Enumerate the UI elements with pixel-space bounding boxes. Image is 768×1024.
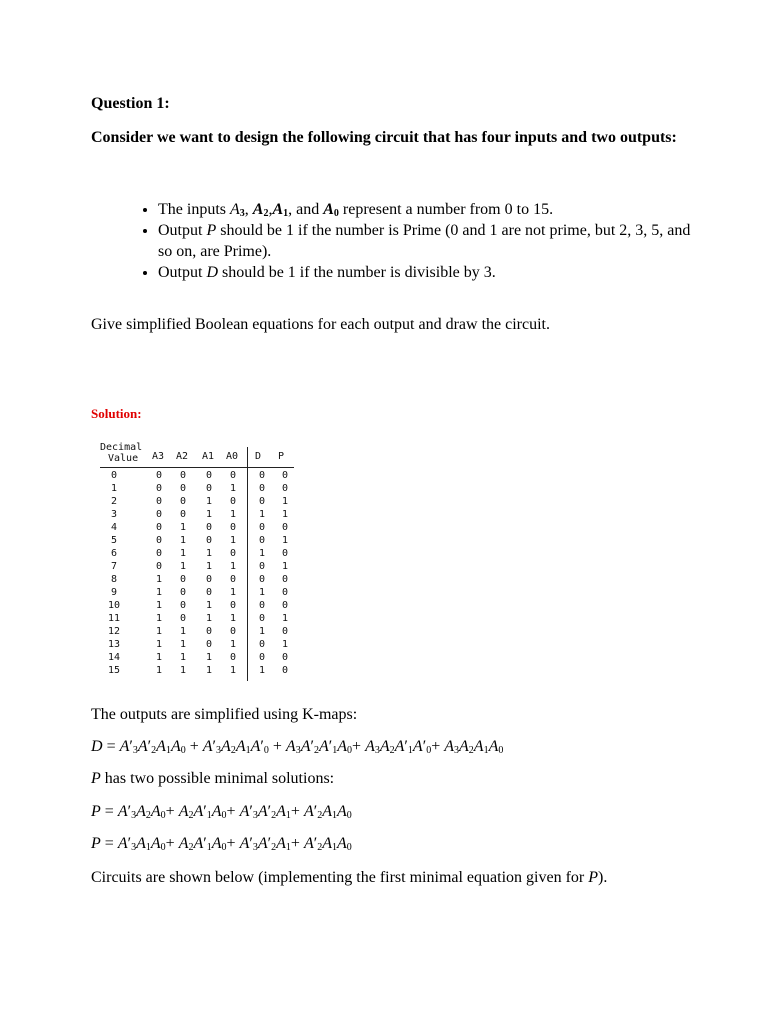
- d-cell: 0: [258, 496, 266, 507]
- sep: , and: [288, 201, 324, 218]
- a1-cell: 0: [205, 626, 213, 637]
- a1-cell: 0: [205, 522, 213, 533]
- a0-cell: 1: [229, 665, 237, 676]
- decimal-cell: 15: [107, 665, 121, 676]
- p-cell: 1: [281, 496, 289, 507]
- bullet-text: Output: [158, 264, 207, 281]
- bullet-text: should be 1 if the number is Prime (0 and 1 are not prime, but 2, 3, 5, and so on, are Prime).: [158, 222, 691, 260]
- header-a3: A3: [152, 451, 165, 462]
- a1-cell: 0: [205, 483, 213, 494]
- d-cell: 1: [258, 626, 266, 637]
- a0-cell: 1: [229, 613, 237, 624]
- d-cell: 0: [258, 561, 266, 572]
- list-item-inputs: [158, 199, 698, 220]
- var-d: D: [206, 264, 219, 281]
- p-cell: 0: [281, 548, 289, 559]
- decimal-cell: 12: [107, 626, 121, 637]
- equation-p1: $P = A'_3A_2A_0+ A_2A'_1A_0+ A'_3A'_2A_1+ A'_2A_1A_0$: [91, 803, 352, 821]
- a2-cell: 1: [179, 626, 187, 637]
- p-cell: 1: [281, 613, 289, 624]
- p-cell: 0: [281, 587, 289, 598]
- d-cell: 0: [258, 639, 266, 650]
- a1-cell: 0: [205, 639, 213, 650]
- a2-cell: 0: [179, 496, 187, 507]
- a3-cell: 1: [155, 639, 163, 650]
- d-cell: 0: [258, 535, 266, 546]
- a0-cell: 0: [229, 522, 237, 533]
- var-a3: A: [230, 201, 240, 218]
- p-cell: 0: [281, 483, 289, 494]
- decimal-cell: 5: [110, 535, 118, 546]
- p-cell: 0: [281, 470, 289, 481]
- p-solutions-text: [91, 770, 334, 788]
- p-cell: 1: [281, 509, 289, 520]
- d-cell: 1: [258, 587, 266, 598]
- a2-cell: 0: [179, 574, 187, 585]
- list-item-divisible: [158, 262, 698, 283]
- var-a2: A: [252, 201, 264, 218]
- decimal-cell: 13: [107, 639, 121, 650]
- a0-cell: 0: [229, 652, 237, 663]
- a1-cell: 1: [205, 613, 213, 624]
- a3-cell: 0: [155, 483, 163, 494]
- var-a1: A: [272, 201, 284, 218]
- decimal-cell: 11: [107, 613, 121, 624]
- a1-cell: 0: [205, 587, 213, 598]
- decimal-cell: 1: [110, 483, 118, 494]
- a0-cell: 0: [229, 574, 237, 585]
- a1-cell: 1: [205, 665, 213, 676]
- a2-cell: 0: [179, 600, 187, 611]
- circuits-text-pre: Circuits are shown below (implementing the first minimal equation given for: [91, 869, 589, 886]
- requirements-list: [132, 199, 698, 283]
- p-cell: 0: [281, 665, 289, 676]
- decimal-cell: 7: [110, 561, 118, 572]
- d-cell: 0: [258, 600, 266, 611]
- question-title: Question 1:: [91, 95, 170, 112]
- p-cell: 0: [281, 522, 289, 533]
- d-cell: 0: [258, 483, 266, 494]
- decimal-cell: 0: [110, 470, 118, 481]
- list-item-prime: [158, 220, 698, 262]
- bullet-text: The inputs: [158, 201, 230, 218]
- a0-cell: 1: [229, 587, 237, 598]
- a2-cell: 1: [179, 665, 187, 676]
- a0-cell: 1: [229, 483, 237, 494]
- sub-0: 0: [333, 208, 339, 219]
- a0-cell: 0: [229, 548, 237, 559]
- a1-cell: 1: [205, 561, 213, 572]
- a3-cell: 0: [155, 522, 163, 533]
- a2-cell: 1: [179, 535, 187, 546]
- a2-cell: 0: [179, 483, 187, 494]
- a2-cell: 0: [179, 587, 187, 598]
- a1-cell: 1: [205, 600, 213, 611]
- d-cell: 1: [258, 665, 266, 676]
- decimal-cell: 6: [110, 548, 118, 559]
- d-cell: 1: [258, 509, 266, 520]
- a0-cell: 0: [229, 470, 237, 481]
- circuits-text-post: ).: [598, 869, 608, 886]
- a1-cell: 1: [205, 509, 213, 520]
- a2-cell: 0: [179, 613, 187, 624]
- decimal-cell: 14: [107, 652, 121, 663]
- a0-cell: 1: [229, 639, 237, 650]
- a0-cell: 0: [229, 496, 237, 507]
- sub-3: 3: [239, 208, 245, 219]
- a1-cell: 0: [205, 535, 213, 546]
- a2-cell: 1: [179, 652, 187, 663]
- a2-cell: 1: [179, 639, 187, 650]
- bullet-text: represent a number from 0 to 15.: [338, 201, 554, 218]
- header-value: Value: [108, 453, 139, 464]
- sub-1: 1: [283, 208, 289, 219]
- var-a0: A: [323, 201, 334, 218]
- d-cell: 1: [258, 548, 266, 559]
- a3-cell: 1: [155, 600, 163, 611]
- kmap-text: The outputs are simplified using K-maps:: [91, 706, 358, 723]
- a1-cell: 0: [205, 470, 213, 481]
- decimal-cell: 4: [110, 522, 118, 533]
- decimal-cell: 3: [110, 509, 118, 520]
- a3-cell: 1: [155, 574, 163, 585]
- p-cell: 1: [281, 561, 289, 572]
- question-intro: Consider we want to design the following circuit that has four inputs and two outputs:: [91, 129, 677, 146]
- header-a0: A0: [226, 451, 239, 462]
- var-p: P: [206, 222, 217, 239]
- a3-cell: 1: [155, 587, 163, 598]
- a0-cell: 1: [229, 535, 237, 546]
- a1-cell: 1: [205, 548, 213, 559]
- a3-cell: 0: [155, 535, 163, 546]
- d-cell: 0: [258, 470, 266, 481]
- decimal-cell: 10: [107, 600, 121, 611]
- p-cell: 1: [281, 639, 289, 650]
- a3-cell: 0: [155, 496, 163, 507]
- a2-cell: 1: [179, 548, 187, 559]
- a1-cell: 1: [205, 652, 213, 663]
- circuits-text: [91, 869, 607, 887]
- var-p: P: [588, 869, 599, 886]
- a2-cell: 0: [179, 509, 187, 520]
- p-cell: 1: [281, 535, 289, 546]
- a2-cell: 1: [179, 561, 187, 572]
- header-d: D: [255, 451, 262, 462]
- a3-cell: 1: [155, 626, 163, 637]
- a2-cell: 0: [179, 470, 187, 481]
- p-cell: 0: [281, 626, 289, 637]
- d-cell: 0: [258, 652, 266, 663]
- sub-2: 2: [263, 208, 269, 219]
- table-header-rule: [100, 467, 294, 468]
- d-cell: 0: [258, 574, 266, 585]
- equation-p2: $P = A'_3A_1A_0+ A_2A'_1A_0+ A'_3A'_2A_1+ A'_2A_1A_0$: [91, 835, 352, 853]
- header-a1: A1: [202, 451, 215, 462]
- a0-cell: 0: [229, 626, 237, 637]
- a1-cell: 0: [205, 574, 213, 585]
- a0-cell: 1: [229, 561, 237, 572]
- d-cell: 0: [258, 613, 266, 624]
- a1-cell: 1: [205, 496, 213, 507]
- a3-cell: 1: [155, 652, 163, 663]
- p-cell: 0: [281, 652, 289, 663]
- var-p: P: [91, 770, 101, 787]
- decimal-cell: 2: [110, 496, 118, 507]
- a0-cell: 1: [229, 509, 237, 520]
- a2-cell: 1: [179, 522, 187, 533]
- instruction-text: Give simplified Boolean equations for each output and draw the circuit.: [91, 316, 550, 333]
- header-decimal: Decimal: [100, 442, 143, 453]
- header-a2: A2: [176, 451, 189, 462]
- a3-cell: 0: [155, 548, 163, 559]
- decimal-cell: 8: [110, 574, 118, 585]
- a3-cell: 0: [155, 470, 163, 481]
- decimal-cell: 9: [110, 587, 118, 598]
- sep: ,: [244, 201, 253, 218]
- sep: ,: [268, 201, 273, 218]
- table-output-divider: [247, 447, 248, 681]
- bullet-text: Output: [158, 222, 207, 239]
- solution-label: Solution:: [91, 406, 142, 421]
- p-cell: 0: [281, 600, 289, 611]
- p-cell: 0: [281, 574, 289, 585]
- a3-cell: 1: [155, 665, 163, 676]
- a3-cell: 0: [155, 561, 163, 572]
- p-solutions-rest: has two possible minimal solutions:: [100, 770, 335, 787]
- bullet-text: should be 1 if the number is divisible by 3.: [218, 264, 496, 281]
- a3-cell: 0: [155, 509, 163, 520]
- equation-d: $D = A'_3A'_2A_1A_0 + A'_3A_2A_1A'_0 + A_3A'_2A'_1A_0+ A_3A_2A'_1A'_0+ A_3A_2A_1A_0$: [91, 738, 504, 756]
- d-cell: 0: [258, 522, 266, 533]
- a3-cell: 1: [155, 613, 163, 624]
- header-p: P: [278, 451, 285, 462]
- a0-cell: 0: [229, 600, 237, 611]
